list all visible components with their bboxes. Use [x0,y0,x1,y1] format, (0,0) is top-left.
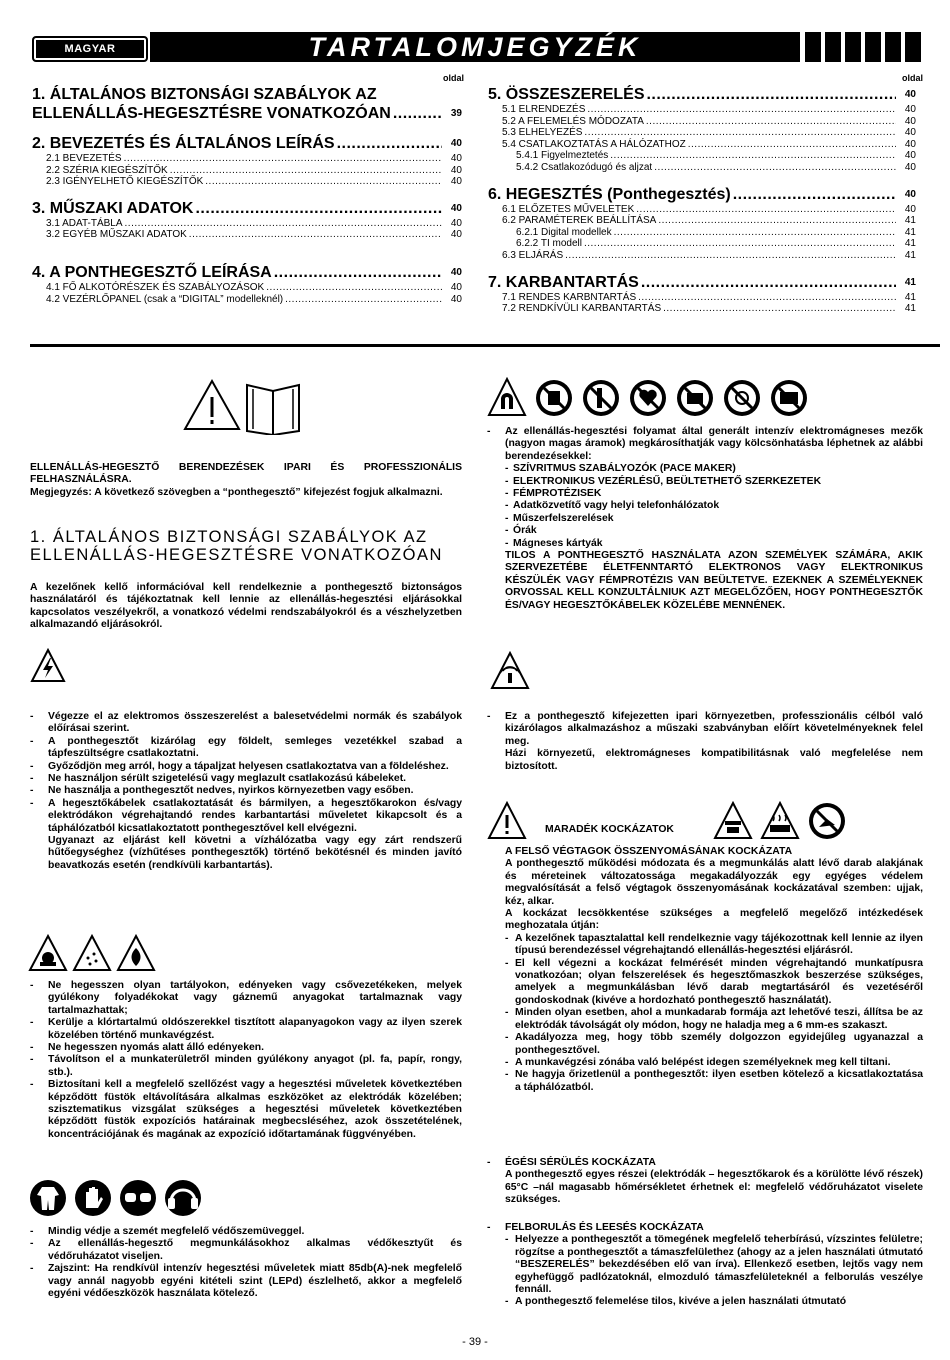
list-marker: - [30,1042,34,1054]
toc-entry[interactable] [32,85,462,104]
toc-left-column [32,85,462,305]
list-item [505,958,923,1008]
toc-leader [587,104,896,116]
toc-entry-page: 40 [904,150,916,162]
list-item-text: Végezze el az elektromos összeszerelést a balesetvédelmi normák és szabályok előírásai szerint. [48,711,462,735]
emf-item: - Adatközvetítő vagy helyi telefonhálózatok [505,500,923,512]
list-item [30,980,462,1017]
manual-book-icon [247,385,299,435]
electric-safety-list [30,711,462,872]
list-marker: - [30,1017,34,1029]
header-stripes [805,32,921,62]
warning-triangle-icon [489,803,525,838]
toc-entry-text: 6. HEGESZTÉS (Ponthegesztés) [488,185,731,203]
toc-entry-text: 5.4.2 Csatlakozódugó és aljzat [516,161,653,173]
list-item [30,1226,462,1238]
toc-gap [488,174,916,185]
list-item-text: A hegesztőkábelek csatlakoztatását és bármilyen, a hegesztőkarokon és/vagy elektródákon végrehajtandó rendes karbantartási műveletet kikapcsolt és a táphálózatból kicsatlakoztatott ponthegesztővel kell elvégezni. [48,797,462,834]
list-item [505,933,923,958]
list-item [30,1017,462,1042]
toc-entry-text: 3.1 ADAT-TÁBLA [46,217,123,229]
toc-entry-page: 40 [450,293,462,305]
emc-radiation-icon [490,651,530,691]
emf-item-text: Adatközvetítő vagy helyi telefonhálózatok [513,500,720,512]
toc-leader [658,215,896,227]
toc-entry[interactable] [32,153,462,165]
residual-risk-title: MARADÉK KOCKÁZATOK [545,824,674,835]
fire-safety-list [30,980,462,1141]
emf-hazard-icons [487,377,927,419]
toc-entry-text: 5.2 A FELEMELÉS MÓDOZATA [502,115,644,127]
list-item-text: Mindig védje a szemét megfelelő védőszemüveggel. [48,1226,305,1237]
toc-entry-text: 2.3 IGÉNYELHETŐ KIEGÉSZÍTŐK [46,176,204,188]
toc-entry[interactable] [488,303,916,315]
page-number: - 39 - [462,1336,488,1348]
toc-entry-text: 2.1 BEVEZETÉS [46,153,122,164]
toc-entry[interactable] [488,250,916,262]
list-marker: - [505,957,509,969]
hot-surface-icon [762,803,798,838]
emf-intro-text: Az ellenállás-hegesztési folyamat által generált intenzív elektromágneses mezők (nagyon magas áramok) megkárosíthatják vagy kölcsönhatásba léphetnek az alábbi berendezésekkel: [505,426,923,462]
protective-clothing-icon [30,1180,66,1216]
list-item [30,1042,462,1054]
toc-leader [337,134,442,153]
emf-items [487,463,923,550]
list-item-text: A munkavégzési zónába való belépést idegen személyeknek meg kell tiltani. [515,1056,891,1068]
section-1-title: 1. ÁLTALÁNOS BIZTONSÁGI SZABÁLYOK AZ ELLENÁLLÁS-HEGESZTÉSRE VONATKOZÓAN [30,528,443,564]
toc-entry[interactable] [488,150,916,162]
toc-entry-text: 4.1 FŐ ALKOTÓRÉSZEK ÉS SZABÁLYOZÁSOK [46,281,265,293]
toc-leader [646,85,896,104]
toc-leader [189,229,442,241]
intro-text: ELLENÁLLÁS-HEGESZTŐ BERENDEZÉSEK IPARI ÉS PROFESSZIONÁLIS FELHASZNÁLÁSRA. Megjegyzés: A következő szövegben a “ponthegesztő” kifejezést fogjuk alkalmazni. [30,462,462,498]
toc-entry-page: 40 [904,127,916,139]
toc-leader [584,127,896,139]
list-item [505,1007,923,1032]
toc-leader [584,238,896,250]
toc-entry-text: 5.1 ELRENDEZÉS [502,104,586,115]
list-item-text: A ponthegesztő felemelése tilos, kivéve a jelen használati útmutató [515,1296,847,1308]
toc-entry-page: 40 [904,104,916,115]
no-metal-implant-icon [583,380,619,416]
toc-leader [614,227,896,239]
toc-entry-page: 40 [904,138,916,150]
crush-risk-block [487,846,923,1094]
toc-leader [170,165,442,177]
emf-item: - FÉMPROTÉZISEK [505,488,923,500]
toc-entry[interactable] [32,199,462,218]
toc-entry-text: 6.2 PARAMÉTEREK BEÁLLÍTÁSA [502,215,657,227]
toc-leader [663,303,896,315]
toc-entry[interactable] [488,273,916,292]
toc-entry-text: 5.4 CSATLAKOZTATÁS A HÁLÓZATHOZ [502,138,686,150]
toc-entry-page: 41 [904,238,916,250]
no-electronics-icon [677,380,713,416]
toc-page-label-right: oldal [902,73,924,83]
section-1-paragraph: A kezelőnek kellő információval kell rendelkeznie a ponthegesztő biztonságos használatáról és tájékoztatnak kell lennie az ellenállás-hegesztési eljárásokkal kapcsolatos veszélyekről, a vonatkozó védelmi rendszabályokról és a vészhelyzetben alkalmazandó eljárásokról. [30,582,462,631]
toc-entry[interactable] [32,165,462,177]
toc-entry-page: 39 [450,108,462,119]
toc-leader [688,139,896,151]
list-marker: - [30,1263,34,1275]
no-watch-icon [724,380,760,416]
toc-entry[interactable] [488,162,916,174]
list-marker: - [30,797,34,809]
toc-entry-text: 1. ÁLTALÁNOS BIZTONSÁGI SZABÁLYOK AZ [32,86,377,103]
toc-entry[interactable] [32,263,462,282]
emf-warning-text: TILOS A PONTHEGESZTŐ HASZNÁLATA AZON SZEMÉLYEK SZÁMÁRA, AKIK SZERVEZETÉBE ÉLETFENNTARTÓ ELEKTRONOS VAGY ELEKTRONIKUS KÉSZÜLÉK VAGY FÉMPROTÉZIS VAN BEÜLTETVE. EZEKNEK A SZEMÉLYEKNEK ORVOSSAL KELL KONZULTÁLNIUK AZT MEGELŐZŐEN, HOGY PONTHEGESZTŐK ÉS/VAGY HEGESZTŐKÁBELEK KÖZELÉBE MENNÉNEK. [505,550,923,611]
toc-entry-page: 40 [450,266,462,278]
emf-item: - Órák [505,525,923,537]
tip-list [487,1234,923,1308]
list-item [30,798,462,835]
list-item-text: Az ellenállás-hegesztő megmunkálásokhoz alkalmas védőkesztyűt és védőruházatot viseljen. [48,1238,462,1262]
list-marker: - [30,711,34,722]
list-item-text: Kerülje a klórtartalmú oldószerekkel tisztított alapanyagokon vagy az ilyen szerek közelében történő munkavégzést. [48,1017,462,1041]
toc-entry-page: 40 [904,161,916,173]
toc-leader [124,153,442,165]
toc-gap [32,188,462,199]
toc-entry-text: 7.1 RENDES KARBNTARTÁS [502,291,637,303]
divider [30,344,940,347]
list-marker: - [30,980,34,991]
toc-gap [32,252,462,263]
tipping-risk-block [487,1222,923,1309]
list-item-text: Ne használja a ponthegesztőt nedves, nyirkos környezetben vagy esőben. [48,785,414,797]
no-pacemaker-icon [536,380,572,416]
toc-entry-page: 40 [904,115,916,127]
toc-entry-text: 6.3 ELJÁRÁS [502,249,564,261]
list-marker: - [30,785,34,797]
toc-entry-page: 40 [904,203,916,215]
no-access-icon [809,803,845,839]
toc-entry-page: 40 [450,281,462,293]
list-marker: - [30,773,34,785]
toc-entry-text: 4.2 VEZÉRLŐPANEL (csak a “DIGITAL” modelleknél) [46,293,284,305]
list-item [30,736,462,761]
crush-hazard-icon [715,803,751,838]
list-marker: - [505,1069,509,1081]
toc-leader [565,250,896,262]
burn-risk-block [487,1157,923,1207]
toc-entry-text: 7. KARBANTARTÁS [488,273,639,291]
list-item-text: Ne hegesszen olyan tartályokon, edényeken vagy csővezetékeken, melyek gyúlékony folyadékokat vagy gáznemű anyagokat tartalmaznak vagy tartalmazhattak; [48,980,462,1016]
crush-list [487,933,923,1094]
toc-entry-page: 40 [450,176,462,188]
toc-entry[interactable] [32,229,462,241]
flame-icon [118,936,154,970]
toc-entry[interactable] [488,139,916,151]
list-item-text: Biztosítani kell a megfelelő szellőzést vagy a hegesztési műveletek következtében képződött füstök eltávolítására alkalmas eszközöket az elektródák közelében; szisztematikus vizsgálat szükséges a hegesztési műveletek következtében képződött füstök expozíciós határainak megbecsléséhez, azok összetételének, koncentrációjának és magának az expozíció időtartamának függvényében. [48,1079,462,1140]
tip-title: - FELBORULÁS ÉS LEESÉS KOCKÁZATA [487,1222,923,1234]
toc-entry-text: 4. A PONTHEGESZTŐ LEÍRÁSA [32,263,272,281]
list-item-text: Helyezze a ponthegesztőt a tömegének megfelelő teherbírású, vízszintes felületre; rögzítse a ponthegesztőt a támaszfelülethez (ahogy az a jelen használati útmutató “BESZERELÉS” bekezdésében elő van írva). Ellenkező esetben, lejtős vagy nem egyhefüggő padlózatoknál, elmozduló támaszfelületeknél a felborulás veszélye fennáll. [515,1234,923,1296]
toc-entry[interactable] [488,215,916,227]
toc-leader [195,199,442,218]
list-item [30,711,462,736]
emf-item: - Mágneses kártyák [505,538,923,550]
toc-leader [205,176,442,188]
list-item [505,1234,923,1296]
toc-leader [274,263,442,282]
toc-entry-text: ELLENÁLLÁS-HEGESZTÉSRE VONATKOZÓAN [32,105,391,122]
toc-entry[interactable] [488,104,916,116]
toc-entry-page: 40 [904,89,916,100]
toc-entry[interactable] [32,218,462,230]
goggles-icon [120,1180,156,1216]
electric-hazard-icon [30,648,66,684]
toc-leader [285,294,442,306]
list-item [30,761,462,773]
list-marker: - [30,1226,34,1237]
list-item [30,1238,462,1263]
emf-item-text: Mágneses kártyák [513,537,603,549]
emf-item-text: Műszerfelszerelések [513,512,614,524]
list-marker: - [505,1032,509,1044]
page-title: TARTALOMJEGYZÉK [150,32,800,62]
toc-right-column [488,85,916,315]
toc-entry-page: 40 [450,217,462,229]
toc-entry-page: 40 [450,229,462,241]
emf-item: - ELEKTRONIKUS VEZÉRLÉSŰ, BEÜLTETHETŐ SZERKEZETEK [505,476,923,488]
emf-item-text: Órák [513,525,537,537]
crush-para-1: A ponthegesztő működési módozata és a megmunkálás alatt lévő darab alakjának és méreteinek változatossága megakadályozzák egy egyéges védelem megvalósítását a felső végtagok összenyomásának kockázatával szemben: ujjak, kéz, alkar. [505,858,923,907]
warning-triangle-icon [183,377,303,435]
list-marker: - [505,1056,509,1068]
burn-title-text: ÉGÉSI SÉRÜLÉS KOCKÁZATA [505,1157,656,1168]
toc-entry[interactable] [32,282,462,294]
language-badge: MAGYAR [32,36,148,62]
list-item-text: A ponthegesztőt kizárólag egy földelt, semleges vezetékkel szabad a tápfeszültségre csatlakoztatni. [48,735,462,760]
toc-entry[interactable] [488,116,916,128]
list-marker: - [505,1234,509,1246]
list-marker: - [30,735,34,747]
toc-entry-page: 40 [450,153,462,164]
toc-gap [488,262,916,273]
burn-title: - ÉGÉSI SÉRÜLÉS KOCKÁZATA [487,1157,923,1169]
toc-entry[interactable] [488,238,916,250]
toc-entry[interactable] [32,104,462,123]
toc-entry-page: 40 [450,138,462,149]
toc-entry[interactable] [32,294,462,306]
list-item [30,785,462,797]
toc-entry-text: 5.3 ELHELYEZÉS [502,127,583,139]
no-magnetic-card-icon [771,380,807,416]
emf-item-text: ELEKTRONIKUS VEZÉRLÉSŰ, BEÜLTETHETŐ SZERKEZETEK [513,475,822,487]
ear-protection-icon [165,1180,201,1216]
toc-leader [266,282,442,294]
toc-leader [393,104,442,123]
toc-entry-text: 6.1 ELŐZETES MŰVELETEK [502,203,635,215]
gloves-icon [75,1180,111,1216]
list-marker: - [30,1054,34,1066]
toc-entry[interactable] [488,185,916,204]
emf-intro: - Az ellenállás-hegesztési folyamat által generált intenzív elektromágneses mezők (nagyon magas áramok) megkárosíthatják vagy kölcsönhatásba léphetnek az alábbi berendezésekkel: [487,426,923,462]
toc-entry-text: 5.4.1 Figyelmeztetés [516,150,609,162]
toc-entry-text: 2.2 SZÉRIA KIEGÉSZÍTŐK [46,164,168,176]
no-heart-device-icon [630,380,666,416]
list-item [30,773,462,785]
list-marker: - [505,1007,509,1019]
toc-entry-text: 7.2 RENDKÍVÜLI KARBANTARTÁS [502,303,662,315]
fire-hazard-icons [28,934,158,974]
toc-entry[interactable] [488,292,916,304]
toc-entry[interactable] [488,204,916,216]
toc-leader [641,273,896,292]
emf-warning-block [487,426,923,612]
toc-entry-text: 5. ÖSSZESZERELÉS [488,86,645,103]
toc-gap [32,123,462,134]
toc-page-label-left: oldal [443,73,465,83]
list-item-text: Zajszint: Ha rendkívül intenzív hegesztési műveletek miatt 85db(A)-nek megfelelő vagy annál nagyobb egyéni kitételi szint (LEPd) észlelhető, akkor a megfelelő egyéni védőeszközök használata kötelező. [48,1263,462,1300]
crush-para-2: A kockázat lecsökkentése szükséges a megfelelő megelőző intézkedések meghozatala útján: [505,908,923,932]
list-marker: - [30,760,34,772]
ppe-list [30,1226,462,1300]
list-marker: - [30,1079,34,1091]
toc-entry-page: 41 [904,291,916,303]
list-item-text: Távolítson el a munkaterületről minden gyúlékony anyagot (pl. fa, papír, rongy, stb.). [48,1054,462,1078]
list-item [30,1079,462,1141]
toc-entry-text: 6.2.1 Digital modellek [516,226,612,238]
toc-entry-text: 3. MŰSZAKI ADATOK [32,199,194,217]
toc-entry-page: 41 [904,276,916,288]
list-item [30,1263,462,1300]
emf-item: - SZÍVRITMUS SZABÁLYOZÓK (PACE MAKER) [505,463,923,475]
toc-entry-page: 40 [450,164,462,176]
toc-leader [125,218,442,230]
toc-entry-text: 3.2 EGYÉB MŰSZAKI ADATOK [46,229,187,241]
list-item-text: Ne hegesszen nyomás alatt álló edényeken. [48,1042,264,1054]
toc-entry-text: 2. BEVEZETÉS ÉS ÁLTALÁNOS LEÍRÁS [32,135,335,152]
toc-entry-page: 41 [904,226,916,238]
list-item-text: Ne használjon sérült szigetelésű vagy meglazult csatlakozású kábeleket. [48,773,407,785]
electric-extra-text: Ugyanazt az eljárást kell követni a vízhálózatba vagy egy zárt rendszerű hűtőegységhez (vízhűtéses ponthegesztők) történő bekötésnél és minden javító beavatkozás esetén (rendkívüli karbantartás). [48,835,462,871]
flammable-spray-icon [74,936,110,970]
toc-leader [646,116,896,128]
list-item [505,1032,923,1057]
list-item-text: Akadályozza meg, hogy több személy dolgozzon egyidejűleg ugyanazzal a ponthegesztővel. [515,1032,923,1056]
toc-leader [636,204,896,216]
list-marker: - [30,1238,34,1250]
toc-leader [654,162,896,174]
toc-gap [32,241,462,252]
emf-item: - Műszerfelszerelések [505,513,923,525]
emf-item-text: FÉMPROTÉZISEK [513,488,602,500]
explosion-icon [30,936,66,970]
toc-entry[interactable] [488,85,916,104]
tip-title-text: FELBORULÁS ÉS LEESÉS KOCKÁZATA [505,1222,704,1233]
toc-entry[interactable] [488,127,916,139]
ppe-icons [28,1178,208,1218]
toc-leader [638,292,896,304]
toc-entry[interactable] [32,134,462,153]
warning-manual-icons [183,377,303,435]
toc-leader [733,185,896,204]
list-marker: - [505,1296,509,1308]
list-item-text: El kell végezni a kockázat felmérését minden végrehajtandó munkatípusra vonatkozóan; olyan felszerelések és hegesztőmaszkok beszerzése szükséges, amelyek a megmunkálásban lévő darab megtartásáról és vezetéséről gondoskodnak (kivéve a hordozható ponthegesztő használatát). [515,957,923,1006]
toc-entry-page: 40 [904,188,916,200]
list-item-text: Minden olyan esetben, ahol a munkadarab formája azt lehetővé teszi, állítsa be az elektródák távolságát oly módon, hogy ne haladja meg a 6 mm-es szakaszt. [515,1007,923,1031]
list-item-text: A kezelőnek tapasztalattal kell rendelkeznie vagy tájékozottnak kell lennie az ilyen típusú berendezéssel végrehajtandó ellenállás-hegesztési eljárásról. [515,932,923,957]
list-item [505,1069,923,1094]
toc-entry-page: 41 [904,215,916,227]
toc-entry-page: 40 [450,202,462,214]
list-item [30,1054,462,1079]
toc-entry-page: 41 [904,303,916,315]
toc-entry-page: 41 [904,249,916,261]
burn-para: A ponthegesztő egyes részei (elektródák – hegesztőkarok és a körülötte lévő részek) 65°C –nál magasabb hőmérsékletet érhetnek el: megfelelő védőruházatot viselete szükséges. [505,1169,923,1206]
list-item-text: Győződjön meg arról, hogy a tápaljzat helyesen csatlakoztatva van a földeléshez. [48,760,449,772]
toc-entry[interactable] [488,227,916,239]
list-item [505,1296,923,1308]
list-item [505,1057,923,1069]
toc-entry[interactable] [32,176,462,188]
list-marker: - [505,932,509,944]
emc-block: - Ez a ponthegesztő kifejezetten ipari környezetben, professzionális célból való kizárólagos alkalmazáshoz a műszaki szabványban előírt követelményeknek felel meg. Házi környezetű, elektromágneses kompatibilitásnak való megfelelése nem biztosított. [487,711,923,772]
list-continuation [30,835,462,872]
toc-leader [610,150,896,162]
magnetic-field-icon [489,379,525,415]
emf-item-text: SZÍVRITMUS SZABÁLYOZÓK (PACE MAKER) [513,463,736,475]
toc-entry-text: 6.2.2 TI modell [516,238,582,250]
crush-title: A FELSŐ VÉGTAGOK ÖSSZENYOMÁSÁNAK KOCKÁZATA [505,846,793,857]
list-item-text: Ne hagyja őrizetlenül a ponthegesztőt: ilyen esetben kötelező a kicsatlakoztatása a táphálózatból. [515,1069,923,1093]
